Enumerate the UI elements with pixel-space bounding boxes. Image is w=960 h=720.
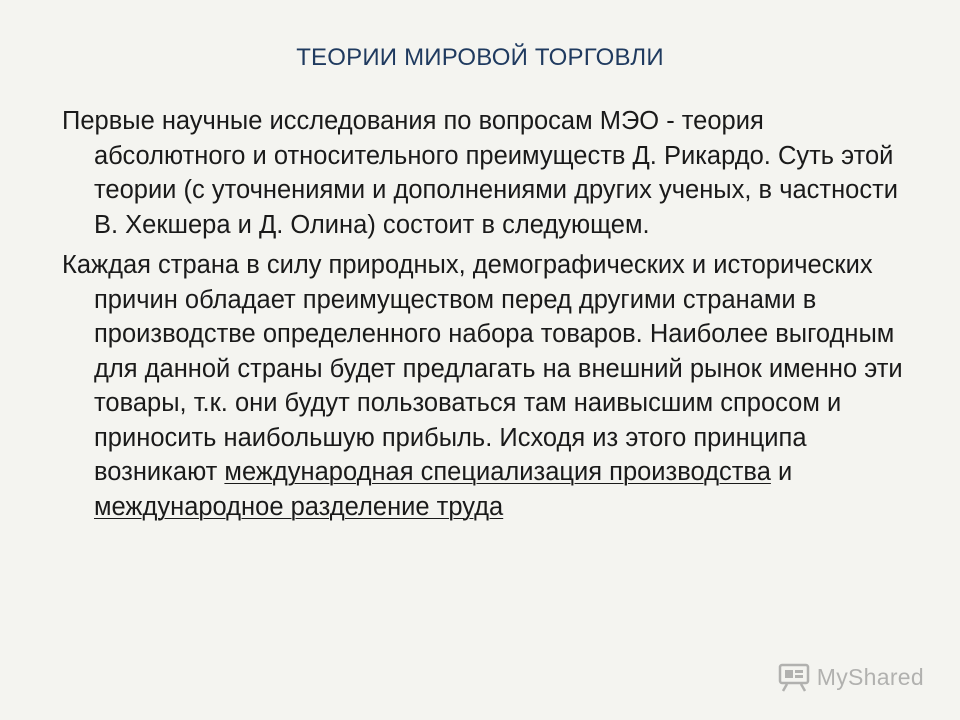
slide-body	[62, 104, 912, 524]
term-specialization: международная специализация производства	[224, 458, 771, 486]
paragraph-2-text: Каждая страна в силу природных, демографических и исторических причин обладает преимуществом перед другими странами в производстве определенного набора товаров. Наиболее выгодным для данной страны будет предлагать на внешний рынок именно эти товары, т.к. они будут пользоваться там наивысшим спросом и приносить наибольшую прибыль. Исходя из этого принципа возникают	[62, 251, 903, 486]
watermark-text: MyShared	[816, 663, 924, 690]
term-division-of-labor: международное разделение труда	[94, 492, 504, 521]
presentation-board-icon	[777, 662, 811, 692]
paragraph-2	[62, 248, 912, 524]
connector-text: и	[770, 458, 793, 486]
paragraph-1: Первые научные исследования по вопросам МЭО - теория абсолютного и относительного преимуществ Д. Рикардо. Суть этой теории (с уточнениями и дополнениями других ученых, в частности В. Хекшера и Д. Олина) состоит в следующем.	[62, 107, 899, 239]
watermark	[777, 662, 924, 692]
slide-title: ТЕОРИИ МИРОВОЙ ТОРГОВЛИ	[296, 44, 664, 71]
